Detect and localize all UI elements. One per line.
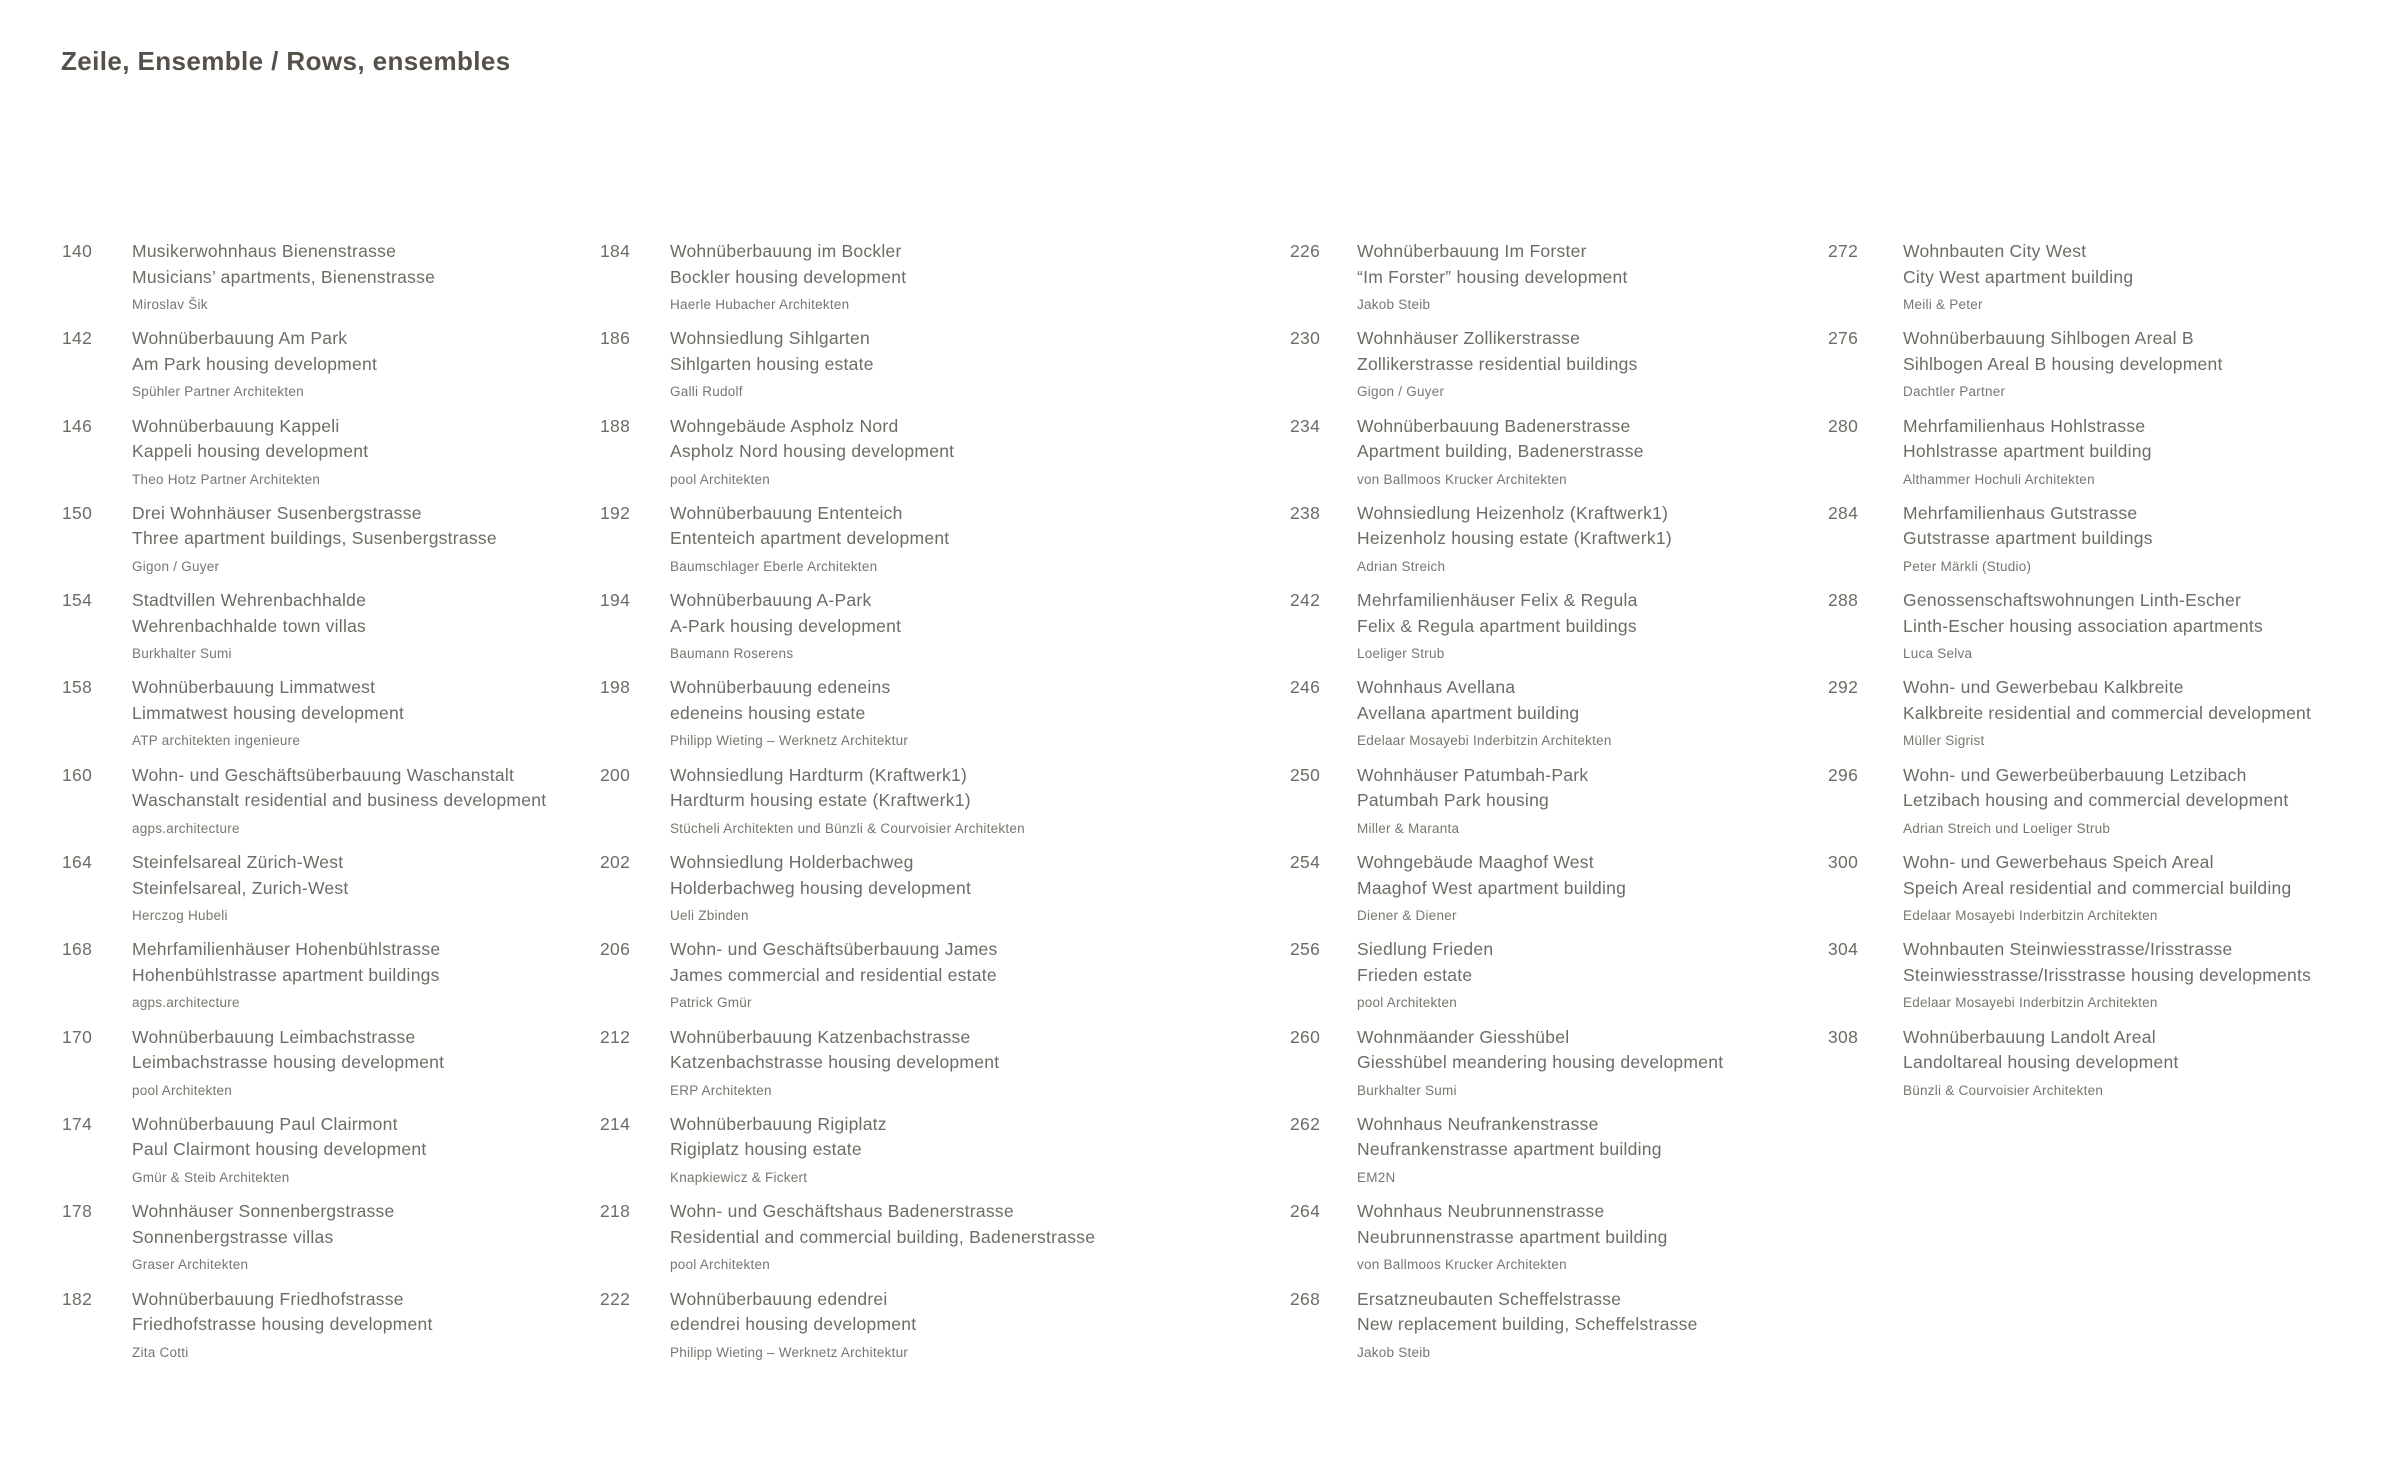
entry-page-number: 234 [1290,415,1321,436]
entry-title-de: Musikerwohnhaus Bienenstrasse [132,241,397,261]
entry-architect: agps.architecture [132,995,240,1011]
toc-entry [600,1287,1280,1374]
entry-title-en: Gutstrasse apartment buildings [1903,528,2153,549]
entry-titles [1903,414,2388,489]
entry-architect: Gigon / Guyer [1357,384,1445,400]
toc-entry [62,1112,582,1199]
entry-titles [132,937,582,1012]
entry-architect: von Ballmoos Krucker Architekten [1357,471,1567,487]
entry-architect: Gmür & Steib Architekten [132,1169,290,1185]
entry-page-number: 262 [1290,1113,1321,1134]
entry-page-number: 304 [1828,939,1859,960]
entry-architect: Philipp Wieting – Werknetz Architektur [670,733,909,749]
entry-page-number: 242 [1290,590,1321,611]
entry-titles [132,675,582,750]
entry-title-de: Wohnsiedlung Heizenholz (Kraftwerk1) [1357,502,1669,523]
entry-titles [132,1287,582,1362]
entry-title-en: Friedhofstrasse housing development [132,1314,433,1335]
entry-architect: Peter Märkli (Studio) [1903,558,2032,574]
entry-page-number: 178 [62,1201,93,1222]
entry-title-de: Wohnüberbauung Am Park [132,328,348,349]
entry-architect: ERP Architekten [670,1082,772,1098]
toc-entry [1828,588,2388,675]
entry-page-number: 264 [1290,1201,1321,1222]
entry-architect: Jakob Steib [1357,1344,1431,1360]
entry-page-number: 254 [1290,852,1321,873]
toc-entry [1290,1112,1820,1199]
entry-title-de: Wohnbauten Steinwiesstrasse/Irisstrasse [1903,939,2233,960]
entry-title-de: Wohngebäude Aspholz Nord [670,415,899,436]
entry-architect: pool Architekten [670,1257,771,1273]
entry-architect: pool Architekten [1357,995,1458,1011]
toc-entry [600,937,1280,1024]
entry-titles [670,763,1280,838]
toc-entry [62,1287,582,1374]
entry-titles [132,239,582,314]
entry-titles [1357,675,1820,750]
entry-title-de: Wohngebäude Maaghof West [1357,852,1594,873]
entry-title-en: Letzibach housing and commercial development [1903,790,2289,811]
entry-page-number: 292 [1828,677,1859,698]
entry-titles [1357,763,1820,838]
entry-title-en: Apartment building, Badenerstrasse [1357,441,1644,462]
toc-entry [1828,675,2388,762]
entry-page-number: 170 [62,1026,93,1047]
entry-architect: Althammer Hochuli Architekten [1903,471,2095,487]
entry-title-de: Wohnüberbauung Friedhofstrasse [132,1288,404,1309]
entry-title-de: Wohnüberbauung Sihlbogen Areal B [1903,328,2194,349]
entry-architect: Stücheli Architekten und Bünzli & Courvoisier Architekten [670,820,1025,836]
entry-architect: Patrick Gmür [670,995,752,1011]
toc-entry [1290,850,1820,937]
entry-title-de: Wohn- und Geschäftsüberbauung Waschanstalt [132,764,515,785]
entry-page-number: 150 [62,502,93,523]
entry-title-de: Wohnüberbauung Rigiplatz [670,1113,887,1134]
toc-entry [1828,414,2388,501]
entry-title-de: Wohnüberbauung Katzenbachstrasse [670,1026,971,1047]
entry-page-number: 276 [1828,328,1859,349]
toc-entry [600,326,1280,413]
entry-title-en: Zollikerstrasse residential buildings [1357,353,1638,374]
entry-title-en: Three apartment buildings, Susenbergstrasse [132,528,497,549]
entry-title-de: Wohnhäuser Sonnenbergstrasse [132,1201,395,1222]
entry-titles [132,326,582,401]
entry-title-de: Wohnüberbauung Limmatwest [132,677,376,698]
entry-architect: Luca Selva [1903,646,1973,662]
entry-title-en: Waschanstalt residential and business development [132,790,547,811]
entry-title-de: Mehrfamilienhaus Hohlstrasse [1903,415,2146,436]
toc-entry [600,588,1280,675]
entry-page-number: 158 [62,677,93,698]
entry-title-en: Aspholz Nord housing development [670,441,955,462]
toc-entry [62,326,582,413]
entry-title-de: Wohnüberbauung Leimbachstrasse [132,1026,416,1047]
entry-title-en: Avellana apartment building [1357,702,1580,723]
entry-architect: Burkhalter Sumi [1357,1082,1457,1098]
entry-title-en: Frieden estate [1357,964,1473,985]
entry-page-number: 308 [1828,1026,1859,1047]
entry-architect: Gigon / Guyer [132,558,220,574]
entry-title-de: Wohnsiedlung Sihlgarten [670,328,871,349]
entry-title-de: Wohnüberbauung Kappeli [132,415,340,436]
entry-page-number: 218 [600,1201,631,1222]
toc-entry [1290,675,1820,762]
entry-title-en: Rigiplatz housing estate [670,1139,862,1160]
entry-page-number: 146 [62,415,93,436]
entry-titles [1357,239,1820,314]
entry-title-en: Maaghof West apartment building [1357,877,1627,898]
entry-titles [1903,850,2388,925]
entry-page-number: 182 [62,1288,93,1309]
toc-entry [62,1025,582,1112]
entry-architect: Müller Sigrist [1903,733,1985,749]
entry-titles [1357,1287,1820,1362]
entry-titles [1357,326,1820,401]
entry-title-de: Wohnüberbauung Badenerstrasse [1357,415,1631,436]
entry-page-number: 288 [1828,590,1859,611]
entry-architect: Spühler Partner Architekten [132,384,304,400]
toc-entry [600,850,1280,937]
entry-page-number: 260 [1290,1026,1321,1047]
entry-page-number: 200 [600,764,631,785]
entry-architect: pool Architekten [132,1082,233,1098]
entry-titles [670,1287,1280,1362]
entry-architect: Edelaar Mosayebi Inderbitzin Architekten [1903,995,2158,1011]
entry-title-de: Wohnüberbauung Im Forster [1357,241,1587,261]
entry-title-en: Wehrenbachhalde town villas [132,615,367,636]
entry-titles [1903,501,2388,576]
entry-title-de: Mehrfamilienhäuser Hohenbühlstrasse [132,939,441,960]
entry-title-de: Stadtvillen Wehrenbachhalde [132,590,367,611]
entry-title-de: Wohnhaus Neubrunnenstrasse [1357,1201,1605,1222]
entry-title-en: Residential and commercial building, Badenerstrasse [670,1226,1096,1247]
entry-architect: Zita Cotti [132,1344,189,1360]
entry-title-de: Wohn- und Geschäftshaus Badenerstrasse [670,1201,1014,1222]
entry-title-de: Wohnüberbauung Paul Clairmont [132,1113,398,1134]
entry-title-en: edeneins housing estate [670,702,866,723]
entry-page-number: 198 [600,677,631,698]
entry-title-en: City West apartment building [1903,266,2134,287]
entry-title-en: Leimbachstrasse housing development [132,1052,445,1073]
toc-entry [600,501,1280,588]
entry-title-en: Limmatwest housing development [132,702,405,723]
entry-title-de: Ersatzneubauten Scheffelstrasse [1357,1288,1622,1309]
entry-titles [132,1112,582,1187]
entry-page-number: 186 [600,328,631,349]
entry-title-en: Hohlstrasse apartment building [1903,441,2152,462]
toc-entry [1290,414,1820,501]
entry-page-number: 142 [62,328,93,349]
entry-titles [132,414,582,489]
entry-titles [1357,501,1820,576]
entry-title-en: Landoltareal housing development [1903,1052,2179,1073]
entry-title-en: A-Park housing development [670,615,902,636]
entry-title-de: Wohnüberbauung Ententeich [670,502,903,523]
entry-title-en: Sonnenbergstrasse villas [132,1226,334,1247]
entry-title-en: James commercial and residential estate [670,964,997,985]
entry-titles [1357,1112,1820,1187]
entry-architect: Adrian Streich [1357,558,1446,574]
entry-titles [132,1025,582,1100]
entry-titles [1903,239,2388,314]
toc-entry [1828,501,2388,588]
toc-entry [1290,763,1820,850]
entry-titles [670,326,1280,401]
entry-page-number: 206 [600,939,631,960]
entry-titles [1357,588,1820,663]
entry-titles [1903,937,2388,1012]
entry-title-en: New replacement building, Scheffelstrasse [1357,1314,1698,1335]
entry-titles [670,937,1280,1012]
toc-entry [62,937,582,1024]
entry-architect: Baumschlager Eberle Architekten [670,558,878,574]
entry-architect: Jakob Steib [1357,297,1431,312]
entry-title-en: Steinfelsareal, Zurich-West [132,877,349,898]
entry-architect: Diener & Diener [1357,908,1457,924]
entry-architect: von Ballmoos Krucker Architekten [1357,1257,1567,1273]
entry-page-number: 272 [1828,241,1859,261]
entry-architect: Bünzli & Courvoisier Architekten [1903,1082,2104,1098]
entry-architect: Edelaar Mosayebi Inderbitzin Architekten [1903,908,2158,924]
entry-titles [132,501,582,576]
entry-architect: EM2N [1357,1169,1396,1185]
entry-architect: Burkhalter Sumi [132,646,232,662]
entry-page-number: 174 [62,1113,93,1134]
toc-entry [62,850,582,937]
entry-title-de: Genossenschaftswohnungen Linth-Escher [1903,590,2242,611]
toc-entry [600,1025,1280,1112]
entry-titles [1357,414,1820,489]
entry-title-en: Neufrankenstrasse apartment building [1357,1139,1662,1160]
entry-title-en: Felix & Regula apartment buildings [1357,615,1637,636]
toc-entry [1290,1025,1820,1112]
toc-entry [1290,1287,1820,1374]
entry-titles [670,675,1280,750]
entry-title-en: Sihlbogen Areal B housing development [1903,353,2223,374]
entry-title-de: Wohnhäuser Zollikerstrasse [1357,328,1581,349]
entry-page-number: 222 [600,1288,631,1309]
toc-entry [1290,588,1820,675]
toc-entry [1828,937,2388,1024]
entry-title-en: Hohenbühlstrasse apartment buildings [132,964,440,985]
entry-title-en: Linth-Escher housing association apartments [1903,615,2263,636]
entry-title-de: Wohn- und Gewerbehaus Speich Areal [1903,852,2214,873]
entry-title-de: Wohnhaus Neufrankenstrasse [1357,1113,1599,1134]
entry-page-number: 268 [1290,1288,1321,1309]
entry-title-en: Giesshübel meandering housing development [1357,1052,1724,1073]
entry-title-en: Bockler housing development [670,266,907,287]
entry-titles [1903,1025,2388,1100]
entry-architect: Haerle Hubacher Architekten [670,297,850,312]
entry-architect: Miroslav Šik [132,297,208,312]
entry-architect: Knapkiewicz & Fickert [670,1169,808,1185]
entry-page-number: 164 [62,852,93,873]
entry-architect: agps.architecture [132,820,240,836]
toc-entry [1828,239,2388,326]
entry-title-en: Kappeli housing development [132,441,369,462]
entry-page-number: 226 [1290,241,1321,261]
entry-titles [1357,937,1820,1012]
entry-title-de: Wohn- und Gewerbebau Kalkbreite [1903,677,2184,698]
entry-titles [132,850,582,925]
entry-titles [1903,326,2388,401]
entry-titles [1357,1199,1820,1274]
entry-architect: Meili & Peter [1903,297,1983,312]
entry-title-en: Paul Clairmont housing development [132,1139,427,1160]
entry-title-en: Neubrunnenstrasse apartment building [1357,1226,1668,1247]
toc-entry [62,675,582,762]
entry-title-de: Wohnüberbauung im Bockler [670,241,902,261]
entry-page-number: 300 [1828,852,1859,873]
entry-page-number: 140 [62,241,93,261]
entry-title-de: Drei Wohnhäuser Susenbergstrasse [132,502,422,523]
entry-architect: Baumann Roserens [670,646,794,662]
toc-entry [62,1199,582,1286]
entry-architect: Miller & Maranta [1357,820,1460,836]
toc-entry [62,239,582,326]
toc-entry [600,675,1280,762]
entry-architect: Loeliger Strub [1357,646,1445,662]
toc-column [62,239,582,1374]
toc-entry [600,763,1280,850]
entry-page-number: 202 [600,852,631,873]
entry-title-de: Wohnüberbauung Landolt Areal [1903,1026,2156,1047]
entry-titles [1903,763,2388,838]
entry-page-number: 168 [62,939,93,960]
entry-titles [132,588,582,663]
entry-titles [1903,588,2388,663]
entry-titles [670,501,1280,576]
entry-titles [1357,1025,1820,1100]
entry-titles [670,588,1280,663]
entry-page-number: 238 [1290,502,1321,523]
entry-title-en: Am Park housing development [132,353,378,374]
entry-page-number: 250 [1290,764,1321,785]
entry-page-number: 194 [600,590,631,611]
entry-titles [1903,675,2388,750]
entry-architect: Theo Hotz Partner Architekten [132,471,321,487]
entry-titles [132,1199,582,1274]
entry-title-de: Wohnhäuser Patumbah-Park [1357,764,1589,785]
toc-entry [1828,850,2388,937]
entry-page-number: 296 [1828,764,1859,785]
entry-title-en: Steinwiesstrasse/Irisstrasse housing developments [1903,964,2312,985]
toc-entry [600,1199,1280,1286]
entry-architect: Graser Architekten [132,1257,249,1273]
entry-page-number: 212 [600,1026,631,1047]
entry-title-de: Wohnüberbauung A-Park [670,590,872,611]
entry-titles [670,1199,1280,1274]
toc-entry [62,501,582,588]
toc-entry [600,1112,1280,1199]
entry-title-de: Wohn- und Gewerbeüberbauung Letzibach [1903,764,2247,785]
entry-page-number: 154 [62,590,93,611]
entry-title-en: Heizenholz housing estate (Kraftwerk1) [1357,528,1672,549]
entry-page-number: 256 [1290,939,1321,960]
entry-page-number: 160 [62,764,93,785]
entry-title-en: Speich Areal residential and commercial building [1903,877,2292,898]
entry-architect: Ueli Zbinden [670,908,749,924]
entry-page-number: 284 [1828,502,1859,523]
toc-column [1290,239,1820,1374]
entry-architect: Herczog Hubeli [132,908,228,924]
entry-page-number: 214 [600,1113,631,1134]
toc-entry [1290,501,1820,588]
entry-architect: ATP architekten ingenieure [132,733,301,749]
entry-page-number: 192 [600,502,631,523]
entry-title-de: Wohn- und Geschäftsüberbauung James [670,939,998,960]
toc-column [1828,239,2388,1112]
entry-title-de: Wohnhaus Avellana [1357,677,1516,698]
entry-titles [670,239,1280,314]
entry-title-en: Musicians’ apartments, Bienenstrasse [132,266,436,287]
toc-entry [62,588,582,675]
toc-entry [1828,763,2388,850]
entry-title-de: Wohnsiedlung Hardturm (Kraftwerk1) [670,764,968,785]
entry-title-de: Wohnüberbauung edeneins [670,677,891,698]
entry-title-de: Wohnsiedlung Holderbachweg [670,852,914,873]
entry-architect: Dachtler Partner [1903,384,2006,400]
entry-titles [670,414,1280,489]
entry-title-en: Sihlgarten housing estate [670,353,874,374]
entry-titles [1357,850,1820,925]
entry-architect: Philipp Wieting – Werknetz Architektur [670,1344,909,1360]
entry-title-de: Wohnmäander Giesshübel [1357,1026,1570,1047]
entry-title-de: Siedlung Frieden [1357,939,1494,960]
entry-title-de: Mehrfamilienhaus Gutstrasse [1903,502,2138,523]
entry-architect: Galli Rudolf [670,384,743,400]
entry-page-number: 230 [1290,328,1321,349]
entry-title-de: Wohnbauten City West [1903,241,2087,261]
toc-entry [1290,1199,1820,1286]
toc-entry [1290,937,1820,1024]
entry-page-number: 280 [1828,415,1859,436]
entry-title-de: Wohnüberbauung edendrei [670,1288,888,1309]
entry-title-en: Patumbah Park housing [1357,790,1550,811]
toc-entry [1828,1025,2388,1112]
toc-entry [600,239,1280,326]
toc-entry [62,414,582,501]
entry-page-number: 184 [600,241,631,261]
entry-titles [670,1112,1280,1187]
entry-titles [670,850,1280,925]
page-title: Zeile, Ensemble / Rows, ensembles [61,46,511,76]
toc-entry [1290,326,1820,413]
entry-title-en: Katzenbachstrasse housing development [670,1052,1000,1073]
entry-title-en: Hardturm housing estate (Kraftwerk1) [670,790,971,811]
entry-title-de: Mehrfamilienhäuser Felix & Regula [1357,590,1638,611]
entry-architect: pool Architekten [670,471,771,487]
toc-column [600,239,1280,1374]
toc-entry [62,763,582,850]
toc-entry [1290,239,1820,326]
entry-title-en: Holderbachweg housing development [670,877,972,898]
entry-title-en: edendrei housing development [670,1314,917,1335]
entry-title-de: Steinfelsareal Zürich-West [132,852,344,873]
toc-entry [600,414,1280,501]
entry-page-number: 188 [600,415,631,436]
entry-titles [132,763,582,838]
entry-architect: Edelaar Mosayebi Inderbitzin Architekten [1357,733,1612,749]
entry-title-en: Ententeich apartment development [670,528,950,549]
entry-page-number: 246 [1290,677,1321,698]
entry-titles [670,1025,1280,1100]
toc-entry [1828,326,2388,413]
entry-title-en: Kalkbreite residential and commercial development [1903,702,2312,723]
entry-title-en: “Im Forster” housing development [1357,266,1628,287]
entry-architect: Adrian Streich und Loeliger Strub [1903,820,2111,836]
